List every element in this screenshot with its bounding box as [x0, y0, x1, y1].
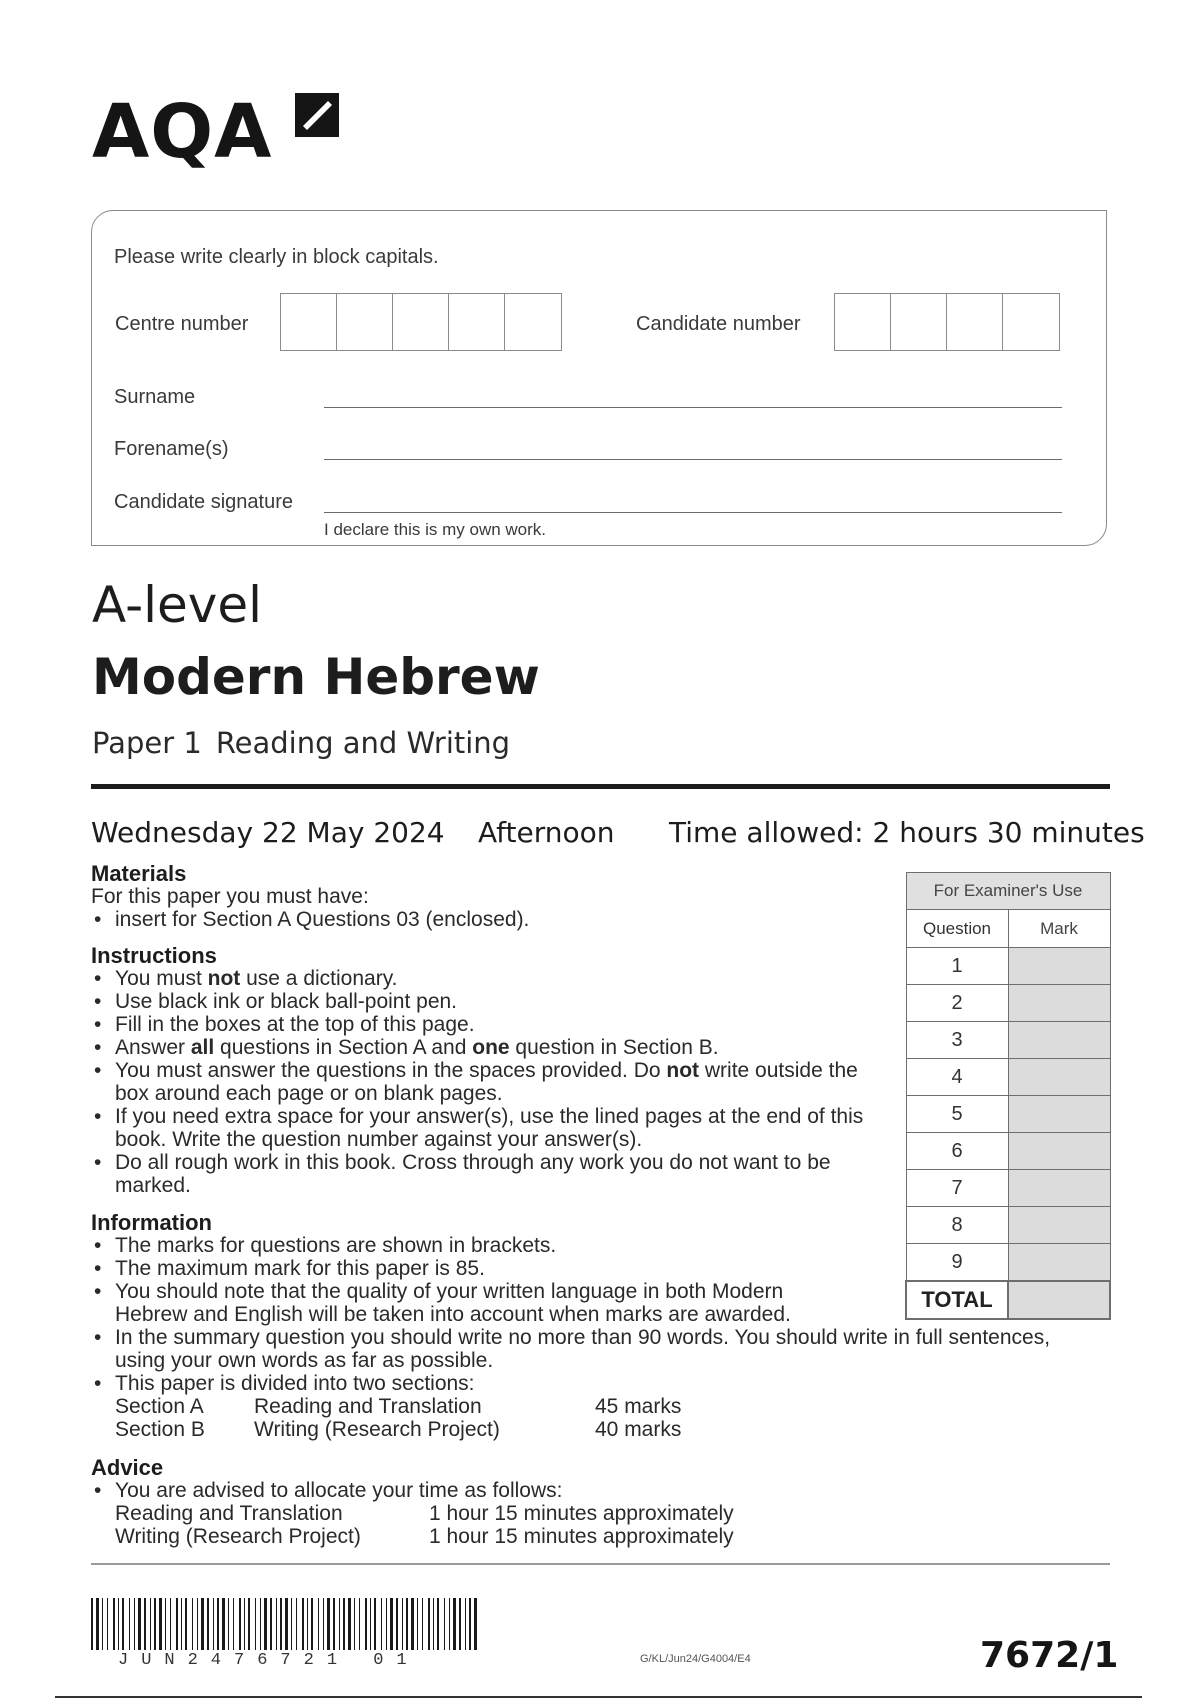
section-b-name: Section B	[115, 1418, 205, 1441]
instruction-item: • Use black ink or black ball-point pen.	[91, 990, 891, 1013]
mark-cell	[1008, 1244, 1110, 1282]
barcode-bar	[354, 1598, 355, 1650]
question-number: 2	[906, 985, 1008, 1022]
information-heading: Information	[91, 1210, 212, 1235]
barcode-bar	[144, 1598, 146, 1650]
barcode-bar	[264, 1598, 267, 1650]
surname-field[interactable]	[324, 407, 1062, 408]
barcode-bar	[437, 1598, 439, 1650]
centre-digit-box[interactable]	[281, 294, 337, 350]
question-number: 3	[906, 1022, 1008, 1059]
paper-name: Reading and Writing	[215, 726, 511, 760]
question-number: 8	[906, 1207, 1008, 1244]
instructions-heading: Instructions	[91, 943, 217, 968]
barcode-bar	[311, 1598, 313, 1650]
barcode-bar	[359, 1598, 360, 1650]
barcode-bar	[459, 1598, 461, 1650]
signature-field[interactable]	[324, 512, 1062, 513]
mark-cell	[1008, 948, 1110, 985]
barcode-bar	[302, 1598, 304, 1650]
candidate-digit-box[interactable]	[1003, 294, 1059, 350]
barcode-bar	[370, 1598, 371, 1650]
title-divider	[91, 784, 1110, 789]
allocation-time: 1 hour 15 minutes approximately	[429, 1525, 734, 1548]
information-item: • This paper is divided into two sections:	[91, 1372, 1051, 1395]
form-instruction: Please write clearly in block capitals.	[114, 246, 439, 268]
barcode-bar	[154, 1598, 156, 1650]
centre-digit-box[interactable]	[337, 294, 393, 350]
barcode-bar	[170, 1598, 171, 1650]
centre-digit-box[interactable]	[505, 294, 561, 350]
barcode-bar	[285, 1598, 288, 1650]
question-number: 5	[906, 1096, 1008, 1133]
barcode-bar	[333, 1598, 335, 1650]
question-number: 4	[906, 1059, 1008, 1096]
barcode-bar	[260, 1598, 261, 1650]
barcode-bar	[159, 1598, 162, 1650]
barcode-bar	[228, 1598, 229, 1650]
aqa-logo	[92, 84, 272, 180]
barcode-bar	[233, 1598, 234, 1650]
barcode	[91, 1598, 477, 1650]
barcode-bar	[185, 1598, 187, 1650]
mark-column-header: Mark	[1008, 910, 1110, 948]
barcode-bar	[444, 1598, 445, 1650]
barcode-bar	[428, 1598, 430, 1650]
centre-number-label: Centre number	[115, 313, 249, 335]
barcode-bar	[129, 1598, 130, 1650]
question-number: 9	[906, 1244, 1008, 1282]
barcode-bar	[381, 1598, 382, 1650]
mark-cell	[1008, 1022, 1110, 1059]
mark-cell	[1008, 1170, 1110, 1207]
barcode-bar	[406, 1598, 408, 1650]
information-section-continued	[91, 1326, 1051, 1441]
time-allowed: Time allowed: 2 hours 30 minutes	[669, 816, 1145, 849]
candidate-digit-box[interactable]	[835, 294, 891, 350]
allocation-part: Reading and Translation	[115, 1502, 343, 1525]
barcode-bar	[396, 1598, 398, 1650]
barcode-bar	[449, 1598, 450, 1650]
candidate-digit-box[interactable]	[891, 294, 947, 350]
mark-cell	[1008, 1096, 1110, 1133]
sections-table	[91, 1395, 1051, 1441]
exam-session: Afternoon	[478, 816, 615, 849]
barcode-bar	[197, 1598, 198, 1650]
barcode-bar	[339, 1598, 340, 1650]
instruction-item: • Fill in the boxes at the top of this page.	[91, 1013, 891, 1036]
barcode-bar	[433, 1598, 434, 1650]
surname-label: Surname	[114, 386, 196, 408]
barcode-bar	[474, 1598, 477, 1650]
mark-cell	[1008, 1133, 1110, 1170]
barcode-bar	[323, 1598, 324, 1650]
qualification-level: A-level	[92, 576, 263, 634]
section-b-title: Writing (Research Project)	[254, 1418, 500, 1441]
barcode-digits: JUN2476721 01	[118, 1651, 420, 1670]
total-mark-cell	[1008, 1281, 1110, 1319]
paper-code: 7672/1	[980, 1635, 1119, 1676]
question-column-header: Question	[906, 910, 1008, 948]
page-bottom-rule	[55, 1696, 1142, 1698]
barcode-bar	[276, 1598, 277, 1650]
barcode-bar	[327, 1598, 330, 1650]
advice-section	[91, 1456, 891, 1548]
paper-title	[92, 726, 510, 760]
question-number: 6	[906, 1133, 1008, 1170]
information-item: • The maximum mark for this paper is 85.	[91, 1257, 841, 1280]
barcode-bar	[181, 1598, 182, 1650]
candidate-digit-box[interactable]	[947, 294, 1003, 350]
section-b-marks: 40 marks	[595, 1418, 682, 1441]
signature-label: Candidate signature	[114, 491, 294, 513]
barcode-bar	[296, 1598, 297, 1650]
barcode-bar	[270, 1598, 272, 1650]
barcode-bar	[291, 1598, 292, 1650]
barcode-bar	[222, 1598, 225, 1650]
candidate-number-boxes[interactable]	[834, 293, 1060, 351]
instruction-item: • If you need extra space for your answer(s), use the lined pages at the end of this book. Write the question number against your answer(s).	[91, 1105, 891, 1151]
forename-field[interactable]	[324, 459, 1062, 460]
barcode-bar	[386, 1598, 387, 1650]
forename-label: Forename(s)	[114, 438, 229, 460]
instruction-item: • Answer all questions in Section A and one question in Section B.	[91, 1036, 891, 1059]
barcode-bar	[217, 1598, 219, 1650]
barcode-bar	[102, 1598, 103, 1650]
materials-heading: Materials	[91, 861, 187, 886]
question-number: 1	[906, 948, 1008, 985]
barcode-bar	[348, 1598, 351, 1650]
barcode-bar	[280, 1598, 282, 1650]
barcode-bar	[122, 1598, 124, 1650]
footer-divider	[91, 1563, 1110, 1565]
barcode-bar	[318, 1598, 319, 1650]
barcode-bar	[96, 1598, 99, 1650]
candidate-number-label: Candidate number	[636, 313, 801, 335]
time-allocation	[91, 1502, 891, 1548]
examiner-table-title: For Examiner's Use	[906, 873, 1110, 910]
information-item: • You should note that the quality of your written language in both Modern Hebrew and English will be taken into account when marks are awarded.	[91, 1280, 841, 1326]
information-section	[91, 1211, 841, 1326]
barcode-bar	[248, 1598, 250, 1650]
barcode-bar	[213, 1598, 214, 1650]
subject-title: Modern Hebrew	[92, 648, 540, 706]
barcode-bar	[365, 1598, 367, 1650]
mark-cell	[1008, 985, 1110, 1022]
reference-code: G/KL/Jun24/G4004/E4	[640, 1653, 751, 1665]
declaration-text: I declare this is my own work.	[324, 520, 547, 539]
barcode-bar	[402, 1598, 403, 1650]
exam-date: Wednesday 22 May 2024	[91, 816, 445, 849]
aqa-tick-icon	[292, 90, 342, 140]
section-a-title: Reading and Translation	[254, 1395, 482, 1418]
barcode-bar	[165, 1598, 166, 1650]
information-item: • In the summary question you should write no more than 90 words. You should write in full sentences, using your own words as far as possible.	[91, 1326, 1051, 1372]
logo-wordmark: AQA	[92, 89, 273, 175]
paper-number: Paper 1	[92, 726, 202, 760]
barcode-bar	[118, 1598, 119, 1650]
allocation-time: 1 hour 15 minutes approximately	[429, 1502, 734, 1525]
barcode-bar	[411, 1598, 414, 1650]
advice-heading: Advice	[91, 1455, 164, 1480]
barcode-bar	[91, 1598, 93, 1650]
barcode-bar	[465, 1598, 466, 1650]
materials-section	[91, 862, 891, 931]
examiner-use-table	[905, 872, 1111, 1320]
centre-digit-box[interactable]	[449, 294, 505, 350]
barcode-bar	[307, 1598, 308, 1650]
barcode-bar	[176, 1598, 178, 1650]
centre-number-boxes[interactable]	[280, 293, 562, 351]
barcode-bar	[255, 1598, 256, 1650]
instruction-item: • You must not use a dictionary.	[91, 967, 891, 990]
question-number: 7	[906, 1170, 1008, 1207]
instructions-section	[91, 944, 891, 1197]
barcode-bar	[107, 1598, 108, 1650]
instruction-item: • Do all rough work in this book. Cross through any work you do not want to be marked.	[91, 1151, 891, 1197]
barcode-bar	[390, 1598, 393, 1650]
barcode-bar	[244, 1598, 245, 1650]
mark-cell	[1008, 1207, 1110, 1244]
advice-item: • You are advised to allocate your time as follows:	[91, 1479, 891, 1502]
information-item: • The marks for questions are shown in brackets.	[91, 1234, 841, 1257]
barcode-bar	[374, 1598, 376, 1650]
section-a-marks: 45 marks	[595, 1395, 682, 1418]
barcode-bar	[192, 1598, 193, 1650]
allocation-part: Writing (Research Project)	[115, 1525, 361, 1548]
barcode-bar	[422, 1598, 423, 1650]
barcode-bar	[469, 1598, 471, 1650]
centre-digit-box[interactable]	[393, 294, 449, 350]
barcode-bar	[201, 1598, 204, 1650]
materials-intro: For this paper you must have:	[91, 885, 369, 908]
barcode-bar	[150, 1598, 151, 1650]
barcode-bar	[239, 1598, 241, 1650]
materials-item: • insert for Section A Questions 03 (enclosed).	[91, 908, 891, 931]
barcode-bar	[138, 1598, 141, 1650]
barcode-bar	[113, 1598, 115, 1650]
total-label: TOTAL	[906, 1281, 1008, 1319]
instruction-item: • You must answer the questions in the spaces provided. Do not write outside the box around each page or on blank pages.	[91, 1059, 891, 1105]
barcode-bar	[134, 1598, 135, 1650]
barcode-bar	[453, 1598, 456, 1650]
section-a-name: Section A	[115, 1395, 204, 1418]
mark-cell	[1008, 1059, 1110, 1096]
barcode-bar	[417, 1598, 418, 1650]
barcode-bar	[207, 1598, 209, 1650]
barcode-bar	[343, 1598, 345, 1650]
